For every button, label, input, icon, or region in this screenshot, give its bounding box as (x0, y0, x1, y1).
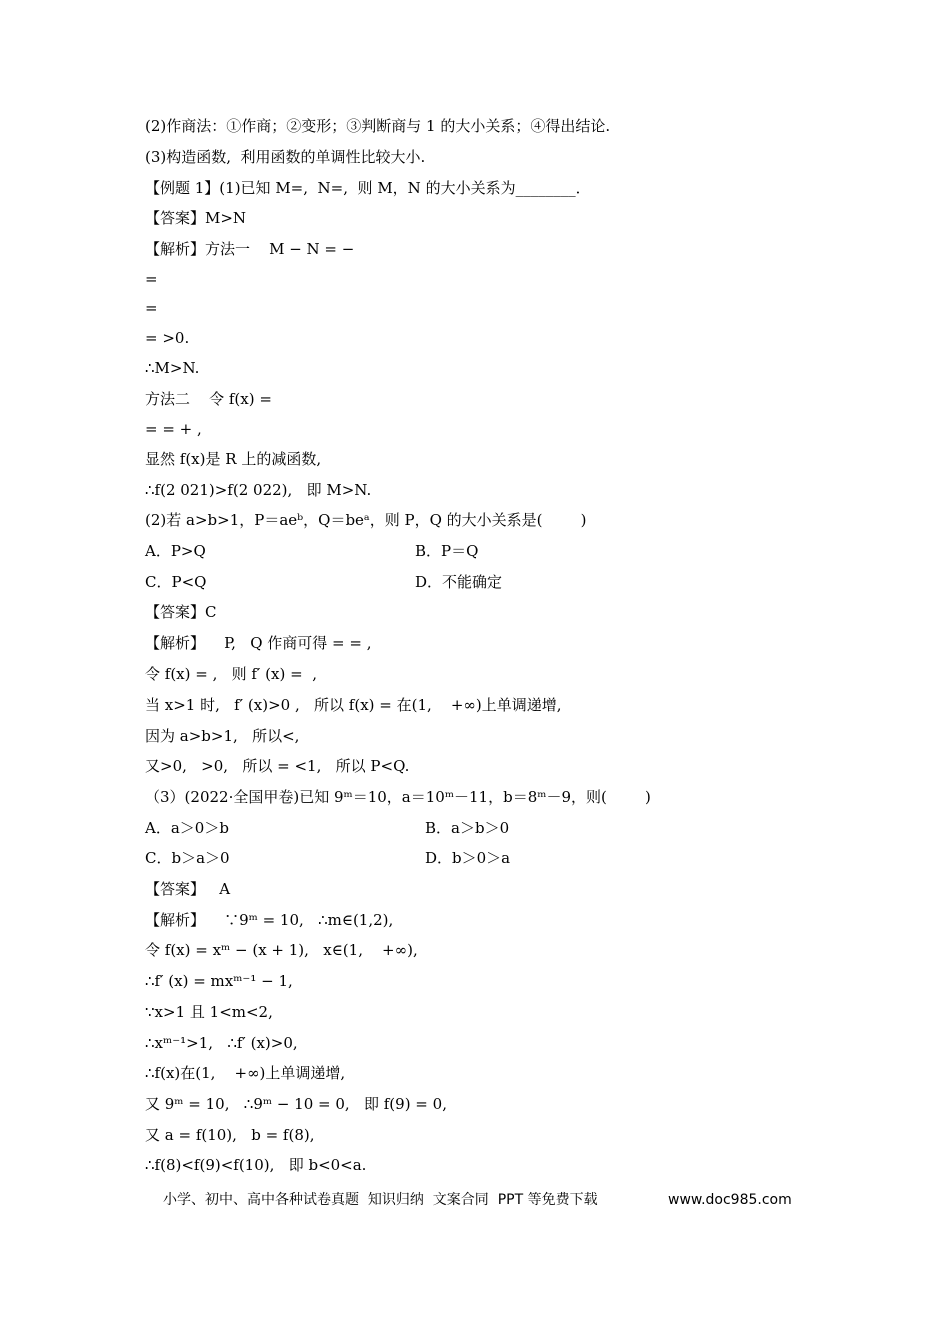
solution-1-line: = = + , (145, 420, 202, 438)
solution-2-line: 【解析】 P, Q 作商可得 = = , (145, 634, 372, 652)
solution-3-line: ∴f′ (x) = mxᵐ⁻¹ − 1, (145, 972, 293, 990)
solution-1-conclusion: ∴f(2 021)>f(2 022), 即 M>N. (145, 481, 372, 499)
solution-3-line: ∴xᵐ⁻¹>1, ∴f′ (x)>0, (145, 1034, 298, 1052)
q3-option-b: B．a＞b＞0 (425, 819, 510, 837)
solution-1-line: = >0. (145, 329, 190, 347)
solution-2-line: 当 x>1 时, f′ (x)>0 , 所以 f(x) = 在(1, +∞)上单调递增, (145, 696, 562, 714)
solution-3-line: 又 a = f(10), b = f(8), (145, 1126, 315, 1144)
q3-option-d: D．b＞0＞a (425, 849, 511, 867)
solution-1-line: 显然 f(x)是 R 上的减函数, (145, 450, 322, 468)
method-quotient: (2)作商法：①作商；②变形；③判断商与 1 的大小关系；④得出结论. (145, 117, 611, 135)
solution-1-line: = (145, 270, 158, 288)
example-1-question: 【例题 1】(1)已知 M=, N=, 则 M，N 的大小关系为________． (145, 179, 591, 197)
footer-text: 小学、初中、高中各种试卷真题 知识归纳 文案合同 PPT 等免费下载 (163, 1192, 598, 1208)
solution-3-line: ∴f(x)在(1, +∞)上单调递增, (145, 1064, 346, 1082)
q2-option-a: A．P>Q (145, 542, 206, 560)
solution-3-line: 令 f(x) = xᵐ − (x + 1), x∈(1, +∞), (145, 941, 418, 959)
q3-option-a: A．a＞0＞b (145, 819, 229, 837)
q2-option-d: D．不能确定 (415, 573, 503, 591)
solution-3-line: 又 9ᵐ = 10, ∴9ᵐ − 10 = 0, 即 f(9) = 0, (145, 1095, 447, 1113)
solution-1-method-2: 方法二 令 f(x) = (145, 390, 272, 408)
solution-2-line: 令 f(x) = , 则 f′ (x) = , (145, 665, 317, 683)
answer-1: 【答案】M>N (145, 209, 247, 227)
solution-3-line: ∵x>1 且 1<m<2, (145, 1003, 273, 1021)
answer-3: 【答案】 A (145, 880, 231, 898)
solution-1-line: 【解析】方法一 M − N = − (145, 240, 355, 258)
solution-1-line: ∴M>N. (145, 359, 200, 377)
footer-url[interactable]: www.doc985.com (668, 1192, 792, 1208)
question-3: （3）(2022·全国甲卷)已知 9ᵐ＝10，a＝10ᵐ－11，b＝8ᵐ－9，则( ) (145, 788, 651, 806)
question-2: (2)若 a>b>1，P＝aeᵇ，Q＝beᵃ，则 P，Q 的大小关系是( ) (145, 511, 587, 529)
solution-3-conclusion: ∴f(8)<f(9)<f(10), 即 b<0<a. (145, 1156, 367, 1174)
q2-option-b: B．P＝Q (415, 542, 479, 560)
method-construct-function: (3)构造函数, 利用函数的单调性比较大小. (145, 148, 426, 166)
solution-1-line: = (145, 299, 158, 317)
solution-2-line: 因为 a>b>1, 所以<, (145, 727, 300, 745)
q2-option-c: C．P<Q (145, 573, 207, 591)
q3-option-c: C．b＞a＞0 (145, 849, 230, 867)
answer-2: 【答案】C (145, 603, 217, 621)
solution-3-line: 【解析】 ∵9ᵐ = 10, ∴m∈(1,2), (145, 911, 394, 929)
solution-2-conclusion: 又>0, >0, 所以 = <1, 所以 P<Q. (145, 757, 410, 775)
